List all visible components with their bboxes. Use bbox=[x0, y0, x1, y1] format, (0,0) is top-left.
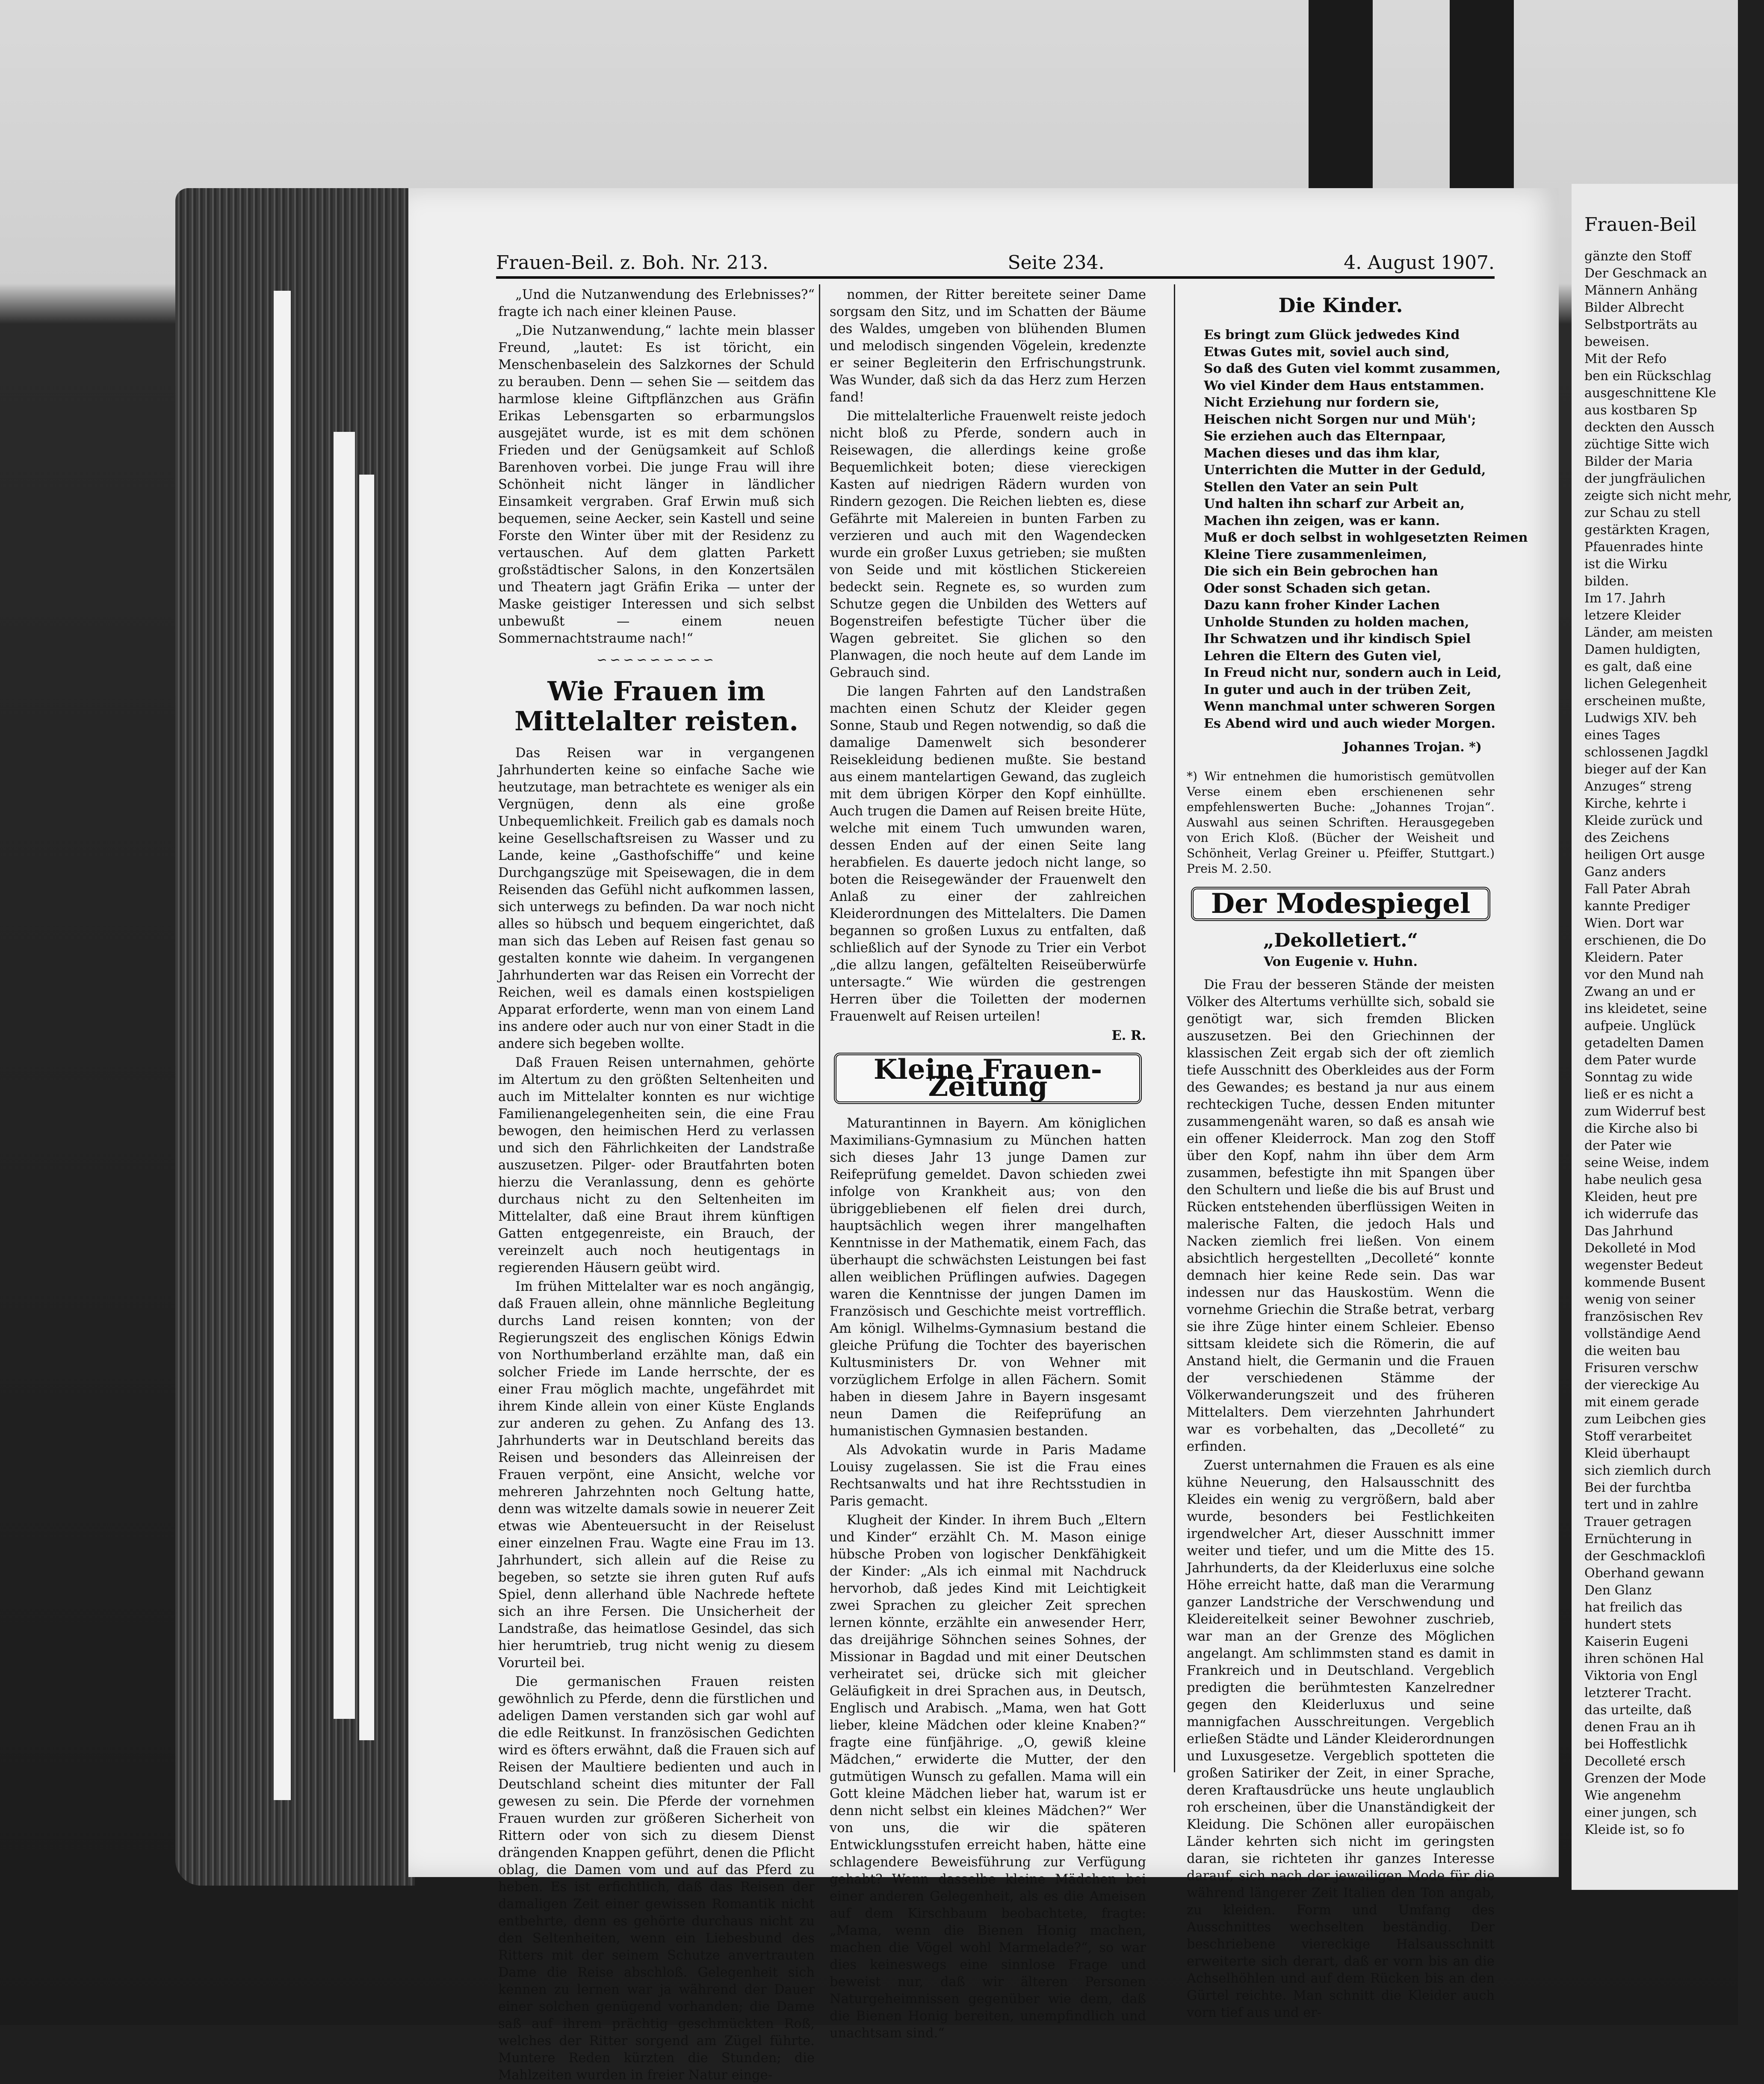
next-page-line: zeigte sich nicht mehr, bbox=[1584, 488, 1732, 503]
next-page-line: eines Tages bbox=[1584, 728, 1661, 743]
poem-line: Wo viel Kinder dem Haus entstammen. bbox=[1204, 378, 1485, 393]
next-page-line: Bilder der Maria bbox=[1584, 454, 1693, 469]
next-page-line: schlossenen Jagdkl bbox=[1584, 745, 1708, 760]
next-page-line: heiligen Ort ausge bbox=[1584, 847, 1705, 862]
next-page-line: Bei der furchtba bbox=[1584, 1480, 1691, 1495]
next-page-line: letzterer Tracht. bbox=[1584, 1686, 1692, 1700]
next-page-line: das urteilte, daß bbox=[1584, 1703, 1692, 1718]
page-header bbox=[496, 239, 1495, 279]
header-date: 4. August 1907. bbox=[1344, 252, 1495, 274]
next-page-line: Kleid überhaupt bbox=[1584, 1446, 1690, 1461]
poem-title: Die Kinder. bbox=[1278, 294, 1403, 317]
column-2 bbox=[830, 286, 1146, 2041]
news-item: Klugheit der Kinder. In ihrem Buch „Eltern und Kinder“ erzählt Ch. M. Mason einige hübsche Proben von logischer Denkfähigkeit der Kinder: „Als ich einmal mit Nachdruck hervorhob, daß jedes Kind mit Leichtigkeit zwei Sprachen zu gleicher Zeit sprechen lernen könnte, erzählte ein anwesender Herr, das dreijährige Söhnchen seines Sohnes, der Missionar in Bagdad und mit einer Deutschen verheiratet sei, drücke sich mit gleicher Geläufigkeit in drei Sprachen aus, in Deutsch, Englisch und Arabisch. „Mama, wen hat Gott lieber, kleine Mädchen oder kleine Knaben?“ fragte eine fünfjährige. „O, gewiß kleine Mädchen,“ erwiderte die Mutter, der den gutmütigen Wunsch zu gefallen. Mama will ein Gott kleine Mädchen lieber hat, warum ist er denn nicht selbst ein kleines Mädchen?“ Wer von uns, die wir die späteren Entwicklungsstufen erreicht haben, hätte eine schlagendere Beweisführung zur Verfügung gehabt? Wenn dasselbe kleine Mädchen bei einer anderen Gelegenheit, als es die Ameisen auf dem Kirschbaum beobachtete, fragte: „Mama, wenn die Bienen Honig machen, machen die Vögel wohl Marmelade?“, so war dies keineswegs eine sinnlose Frage und beweist nur, daß wir älteren Personen Naturgeheimnissen gegenüber wie dem, daß die Bienen Honig bereiten, unempfindlich und unachtsam sind.“ bbox=[830, 1513, 1146, 2041]
article-paragraph: Die langen Fahrten auf den Landstraßen machten einen Schutz der Kleider gegen Sonne, Staub und Regen notwendig, so daß die damalige Damenwelt sich besonderer Reisekleidung bedienen mußte. Sie bestand aus einem mantelartigen Gewand, das zugleich mit dem übrigen Körper den Kopf einhüllte. Auch trugen die Damen auf Reisen breite Hüte, welche mit einem Tuch umwunden waren, dessen Enden auf der einen Seite lang herabfielen. Es dauerte jedoch nicht lange, so boten die Reisegewänder der Frauenwelt den Anlaß zu einer der zahlreichen Kleiderordnungen des Mittelalters. Die Damen begannen so großen Luxus zu entfalten, daß schließlich auf der Synode zu Trier ein Verbot „die allzu langen, gefältelten Reiseüberwürfe untersagte.“ Wie würden die gestrengen Herren über die Toiletten der modernen Frauenwelt auf Reisen urteilen! bbox=[830, 684, 1146, 1024]
next-page-line: kannte Prediger bbox=[1584, 899, 1690, 914]
next-page-line: erschienen, die Do bbox=[1584, 933, 1706, 948]
next-page-partial bbox=[1572, 184, 1738, 1890]
news-item: Maturantinnen in Bayern. Am königlichen Maximilians-Gymnasium zu München hatten sich dieses Jahr 13 junge Damen zur Reifeprüfung gemeldet. Davon schieden zwei infolge von Krankheit aus; von den übriggebliebenen elf fielen drei durch, hauptsächlich wegen ihrer mangelhaften Kenntnisse in der Mathematik, einem Fach, das überhaupt die schwächsten Leistungen bei fast allen weiblichen Prüflingen aufwies. Dagegen waren die Kenntnisse der jungen Damen im Französisch und Geschichte meist vortrefflich. Am königl. Wilhelms-Gymnasium bestand die gleiche Prüfung die Tochter des bayerischen Kultusministers Dr. von Wehner mit vorzüglichem Erfolge in allen Fächern. Somit haben in diesem Jahre in Bayern insgesamt neun Damen die Reifeprüfung an humanistischen Gymnasien bestanden. bbox=[830, 1116, 1146, 1439]
next-page-line: zur Schau zu stell bbox=[1584, 505, 1701, 520]
next-page-line: letzere Kleider bbox=[1584, 608, 1681, 623]
next-page-line: Wien. Dort war bbox=[1584, 916, 1684, 931]
next-page-line: die weiten bau bbox=[1584, 1343, 1681, 1358]
next-page-line: lichen Gelegenheit bbox=[1584, 676, 1707, 691]
next-page-line: der viereckige Au bbox=[1584, 1378, 1700, 1393]
section-heading-modespiegel: Der Modespiegel bbox=[1191, 887, 1490, 921]
poem-line: Wenn manchmal unter schweren Sorgen bbox=[1204, 699, 1495, 714]
poem-line: Heischen nicht Sorgen nur und Müh'; bbox=[1204, 412, 1476, 427]
next-page-line: habe neulich gesa bbox=[1584, 1172, 1702, 1187]
next-page-line: zum Leibchen gies bbox=[1584, 1412, 1706, 1427]
poem-line: Oder sonst Schaden sich getan. bbox=[1204, 581, 1431, 596]
next-page-line: Männern Anhäng bbox=[1584, 283, 1698, 298]
column-rule bbox=[819, 284, 820, 1772]
next-page-line: Wie angenehm bbox=[1584, 1788, 1681, 1803]
next-page-line: der Pater wie bbox=[1584, 1138, 1672, 1153]
next-page-line: Bilder Albrecht bbox=[1584, 300, 1684, 315]
poem-line: Unterrichten die Mutter in der Geduld, bbox=[1204, 463, 1486, 478]
page-edge-strip bbox=[274, 291, 291, 1800]
next-page-line: Sonntag zu wide bbox=[1584, 1070, 1693, 1085]
next-page-line: beweisen. bbox=[1584, 334, 1649, 349]
poem-line: Stellen den Vater an sein Pult bbox=[1204, 479, 1418, 495]
next-page-line: Anzuges“ streng bbox=[1584, 779, 1692, 794]
next-page-line: Pfauenrades hinte bbox=[1584, 540, 1703, 555]
next-page-line: Grenzen der Mode bbox=[1584, 1771, 1706, 1786]
poem-line: Die sich ein Bein gebrochen han bbox=[1204, 564, 1438, 579]
article-paragraph: Die Frau der besseren Stände der meisten Völker des Altertums verhüllte sich, sobald sie genötigt war, sich fremden Blicken auszusetzen. Bei den Griechinnen der klassischen Zeit ergab sich der oft ziemlich tiefe Ausschnitt des Oberkleides aus der Form des Gewandes; es bestand ja nur aus einem rechteckigen Tuche, dessen Enden mitunter zusammengenäht waren, so daß es ansah wie ein offener Kleiderrock. Man zog den Stoff über den Kopf, nahm ihn über dem Arm zusammen, befestigte ihn mit Spangen über den Schultern und ließe die bis auf Brust und Rücken entstehenden überflüssigen Weiten in malerische Falten, die jedoch Hals und Nacken ziemlich frei ließen. Von einem absichtlich hergestellten „Decolleté“ konnte demnach hier keine Rede sein. Das war indessen nur das Hauskostüm. Wenn die vornehme Griechin die Straße betrat, verbarg sie ihre Züge hinter einem Schleier. Ebenso sittsam kleidete sich die Römerin, die auf Anstand hielt, die Germanin und die Frauen der verschiedenen Stämme der Völkerwanderungszeit und des früheren Mittelalters. Dem vierzehnten Jahrhundert war es vorbehalten, das „Decolleté“ zu erfinden. bbox=[1187, 977, 1495, 1454]
next-page-line: der jungfräulichen bbox=[1584, 471, 1706, 486]
story-paragraph: „Die Nutzanwendung,“ lachte mein blasser Freund, „lautet: Es ist töricht, ein Menschenbaselein des Salzkornes der Schuld zu berauben. Denn — sehen Sie — seitdem das harmlose kleine Giftpflänzchen aus Gräfin Erikas Lebensgarten so erbarmungslos ausgejätet wurde, ist es mit dem schönen Frieden und der Genügsamkeit auf Schloß Barenhoven vorbei. Die junge Frau will ihre Schönheit nicht länger in ländlicher Einsamkeit vergraben. Graf Erwin muß sich bequemen, seine Aecker, sein Kastell und seine Forste den Winter über mit der Residenz zu vertauschen. Auf dem glatten Parkett großstädtischer Salons, in den Konzertsälen und Theatern jagt Gräfin Erika — unter der Maske geistiger Interessen und sich selbst unbewußt — einem neuen Sommernachtstraume nach!“ bbox=[498, 323, 815, 646]
next-page-line: Viktoria von Engl bbox=[1584, 1668, 1698, 1683]
next-page-line: Trauer getragen bbox=[1584, 1514, 1692, 1529]
next-page-header: Frauen-Beil bbox=[1584, 214, 1696, 236]
next-page-line: dem Pater wurde bbox=[1584, 1053, 1696, 1068]
next-page-line: Ganz anders bbox=[1584, 865, 1666, 880]
poem-line: Dazu kann froher Kinder Lachen bbox=[1204, 598, 1440, 613]
poem-line: Kleine Tiere zusammenleimen, bbox=[1204, 547, 1427, 562]
poem-line: Machen ihn zeigen, was er kann. bbox=[1204, 513, 1440, 528]
next-page-line: züchtige Sitte wich bbox=[1584, 437, 1710, 452]
poem-line: Etwas Gutes mit, soviel auch sind, bbox=[1204, 344, 1450, 360]
next-page-line: ben ein Rückschlag bbox=[1584, 369, 1712, 384]
next-page-line: ins kleidetet, seine bbox=[1584, 1001, 1707, 1016]
next-page-line: Länder, am meisten bbox=[1584, 625, 1713, 640]
next-page-line: Den Glanz bbox=[1584, 1583, 1652, 1598]
next-page-line: wegenster Bedeut bbox=[1584, 1258, 1703, 1273]
next-page-line: aufpeie. Unglück bbox=[1584, 1018, 1696, 1033]
next-page-line: einer jungen, sch bbox=[1584, 1805, 1697, 1820]
poem-line: So daß des Guten viel kommt zusammen, bbox=[1204, 361, 1501, 376]
header-publication: Frauen-Beil. z. Boh. Nr. 213. bbox=[496, 252, 768, 274]
next-page-line: bei Hoffestlichk bbox=[1584, 1737, 1687, 1752]
next-page-line: vollständige Aend bbox=[1584, 1326, 1701, 1341]
book-spine-edge bbox=[175, 188, 415, 1886]
poem-body bbox=[1187, 327, 1528, 732]
header-page-number: Seite 234. bbox=[1008, 252, 1105, 274]
next-page-line: tert und in zahlre bbox=[1584, 1497, 1699, 1512]
next-page-line: Mit der Refo bbox=[1584, 351, 1667, 366]
poem-line: In guter und auch in der trüben Zeit, bbox=[1204, 682, 1471, 697]
next-page-line: Das Jahrhund bbox=[1584, 1224, 1673, 1239]
article-title: „Dekolletiert.“ bbox=[1263, 930, 1418, 951]
next-page-line: gestärkten Kragen, bbox=[1584, 522, 1710, 537]
article-paragraph: Daß Frauen Reisen unternahmen, gehörte im Altertum zu den größten Seltenheiten und auch im Mittelalter konnten es nur wichtige Familienangelegenheiten sein, die eine Frau bewogen, den heimischen Herd zu verlassen und sich den Fährlichkeiten der Landstraße auszusetzen. Pilger- oder Brautfahrten boten hierzu die Veranlassung, denn es gehörte durchaus nicht zu den Seltenheiten im Mittelalter, daß eine Braut ihrem künftigen Gatten entgegenreiste, ein Brauch, der vereinzelt auch noch heutigentags in regierenden Häusern geübt wird. bbox=[498, 1055, 815, 1275]
next-page-line: ich widerrufe das bbox=[1584, 1207, 1699, 1222]
article-paragraph: Im frühen Mittelalter war es noch angängig, daß Frauen allein, ohne männliche Begleitung durchs Land reisen konnten; von der Regierungszeit des englischen Königs Edwin von Northumberland erzählte man, daß ein solcher Friede im Lande herrschte, der es einer Frau möglich machte, ungefährdet mit ihrem Kinde allein von einer Küste Englands zur anderen zu gehen. Zu Anfang des 13. Jahrhunderts war in Deutschland bereits das Reisen und besonders das Alleinreisen der Frauen verpönt, eine Ansicht, welche vor mehreren Jahrzehnten noch Geltung hatte, denn was witzelte damals sowie in neuerer Zeit etwas wie Abenteuersucht in der Reiselust einer einzelnen Frau. Wagte eine Frau im 13. Jahrhundert, sich allein auf die Reise zu begeben, so setzte sie ihren guten Ruf aufs Spiel, denn allerhand üble Nachrede heftete sich an ihre Fersen. Die Unsicherheit der Landstraße, das heimatlose Gesindel, das sich hier herumtrieb, trug nicht wenig zu diesem Vorurteil bei. bbox=[498, 1279, 815, 1671]
article-paragraph: nommen, der Ritter bereitete seiner Dame sorgsam den Sitz, und im Schatten der Bäume des Waldes, umgeben von blühenden Blumen und melodisch singenden Vögelein, kredenzte er seiner Begleiterin den Erfrischungstrunk. Was Wunder, daß sich da das Herz zum Herzen fand! bbox=[830, 287, 1146, 405]
section-heading-kleine-frauen-zeitung: Kleine Frauen-Zeitung bbox=[834, 1053, 1142, 1104]
next-page-line: Dekolleté in Mod bbox=[1584, 1241, 1696, 1256]
next-page-line: seine Weise, indem bbox=[1584, 1155, 1709, 1170]
next-page-line: der Geschmacklofi bbox=[1584, 1549, 1706, 1564]
next-page-line: Der Geschmack an bbox=[1584, 266, 1707, 281]
footnote: *) Wir entnehmen die humoristisch gemütvollen Verse einem eben erschienenen sehr empfehlenswerten Buche: „Johannes Trojan“. Auswahl aus seinen Schriften. Herausgegeben von Erich Kloß. (Bücher der Weisheit und Schönheit, Verlag Greiner u. Pfeiffer, Stuttgart.) Preis M. 2.50. bbox=[1187, 769, 1495, 876]
article-paragraph: Das Reisen war in vergangenen Jahrhunderten keine so einfache Sache wie heutzutage, man betrachtete es weniger als ein Vergnügen, denn als eine große Unbequemlichkeit. Freilich gab es damals noch keine Gesellschaftsreisen zu Wasser und zu Lande, keine „Gasthofschiffe“ und keine Durchgangszüge mit Speisewagen, die in dem Reisenden das Gefühl nicht aufkommen lassen, sich unterwegs zu befinden. Da war noch nicht alles so hübsch und bequem eingerichtet, daß man sich das Leben auf Reisen fast genau so gestalten konnte wie daheim. In vergangenen Jahrhunderten war das Reisen ein Vorrecht der Reichen, weil es damals einen kostspieligen Apparat erforderte, wenn man von einem Land ins andere oder auch nur von einer Stadt in die andere sich begeben wollte. bbox=[498, 746, 815, 1051]
next-page-line: es galt, daß eine bbox=[1584, 659, 1692, 674]
next-page-line: wenig von seiner bbox=[1584, 1292, 1696, 1307]
next-page-column bbox=[1584, 248, 1764, 1839]
article-paragraph: Die mittelalterliche Frauenwelt reiste jedoch nicht bloß zu Pferde, sondern auch in Reisewagen, die allerdings keine große Bequemlichkeit boten; diese viereckigen Kasten auf niedrigen Rädern wurden von Rindern gezogen. Die Reichen liebten es, diese Gefährte mit Malereien in bunten Farben zu verzieren und auch mit den Wagendecken wurde ein großer Luxus getrieben; sie mußten von Seide und mit köstlichen Stickereien bedeckt sein. Regnete es, so wurden zum Schutze gegen die Unbilden des Wetters auf Bogenstreifen befestigte Tücher über die Wagen gebreitet. Sie glichen so den Planwagen, die noch heute auf dem Lande im Gebrauch sind. bbox=[830, 409, 1146, 680]
poem-line: Machen dieses und das ihm klar, bbox=[1204, 446, 1440, 461]
poem-line: Lehren die Eltern des Guten viel, bbox=[1204, 648, 1442, 664]
next-page-line: hat freilich das bbox=[1584, 1600, 1682, 1615]
page-edge-strip bbox=[334, 432, 355, 1719]
page-edge-strip bbox=[359, 475, 374, 1740]
next-page-line: aus kostbaren Sp bbox=[1584, 403, 1697, 418]
next-page-line: Stoff verarbeitet bbox=[1584, 1429, 1692, 1444]
next-page-line: Im 17. Jahrh bbox=[1584, 591, 1666, 606]
column-3 bbox=[1187, 286, 1528, 2020]
next-page-line: bieger auf der Kan bbox=[1584, 762, 1707, 777]
news-item: Als Advokatin wurde in Paris Madame Louisy zugelassen. Sie ist die Frau eines Rechtsanwalts und hat ihre Rechtsstudien in Paris gemacht. bbox=[830, 1443, 1146, 1509]
poem-line: Sie erziehen auch das Elternpaar, bbox=[1204, 429, 1446, 444]
poem-author: Johannes Trojan. *) bbox=[1343, 740, 1482, 755]
next-page-line: Ludwigs XIV. beh bbox=[1584, 711, 1697, 726]
next-page-line: Kleidern. Pater bbox=[1584, 950, 1683, 965]
next-page-line: französischen Rev bbox=[1584, 1309, 1703, 1324]
poem-line: In Freud nicht nur, sondern auch in Leid, bbox=[1204, 665, 1502, 680]
next-page-line: ist die Wirku bbox=[1584, 557, 1668, 572]
article-headline: Wie Frauen im Mittelalter reisten. bbox=[514, 676, 798, 737]
next-page-line: Selbstporträts au bbox=[1584, 317, 1698, 332]
poem-line: Nicht Erziehung nur fordern sie, bbox=[1204, 395, 1439, 410]
next-page-line: Kaiserin Eugeni bbox=[1584, 1634, 1688, 1649]
separator-ornament: ∽∽∽∽∽∽∽∽∽ bbox=[596, 652, 717, 667]
next-page-line: Kleide ist, so fo bbox=[1584, 1822, 1685, 1837]
next-page-line: Damen huldigten, bbox=[1584, 642, 1701, 657]
next-page-line: denen Frau an ih bbox=[1584, 1720, 1696, 1735]
next-page-line: kommende Busent bbox=[1584, 1275, 1705, 1290]
next-page-line: mit einem gerade bbox=[1584, 1395, 1699, 1410]
next-page-line: Kleide zurück und bbox=[1584, 813, 1703, 828]
poem-line: Es Abend wird und auch wieder Morgen. bbox=[1204, 716, 1496, 731]
next-page-line: sich ziemlich durch bbox=[1584, 1463, 1711, 1478]
next-page-line: Fall Pater Abrah bbox=[1584, 882, 1691, 897]
next-page-line: Frisuren verschw bbox=[1584, 1361, 1699, 1376]
article-signature: E. R. bbox=[1111, 1028, 1146, 1043]
next-page-line: Kirche, kehrte i bbox=[1584, 796, 1686, 811]
next-page-line: zum Widerruf best bbox=[1584, 1104, 1706, 1119]
next-page-line: die Kirche also bi bbox=[1584, 1121, 1698, 1136]
next-page-line: erscheinen mußte, bbox=[1584, 694, 1706, 708]
next-page-line: ließ er es nicht a bbox=[1584, 1087, 1694, 1102]
next-page-line: Decolleté ersch bbox=[1584, 1754, 1686, 1769]
poem-line: Unholde Stunden zu holden machen, bbox=[1204, 614, 1469, 630]
next-page-line: deckten den Aussch bbox=[1584, 420, 1715, 435]
next-page-line: bilden. bbox=[1584, 574, 1629, 589]
poem-line: Und halten ihn scharf zur Arbeit an, bbox=[1204, 496, 1465, 511]
next-page-line: ausgeschnittene Kle bbox=[1584, 386, 1717, 401]
article-paragraph: Zuerst unternahmen die Frauen es als eine kühne Neuerung, den Halsausschnitt des Kleides ein wenig zu vergrößern, bald aber wurde, besonders bei Festlichkeiten irgendwelcher Art, dieser Ausschnitt immer weiter und tiefer, und um die Mitte des 15. Jahrhunderts, da der Kleiderluxus eine solche Höhe erreicht hatte, daß man die Verarmung ganzer Landstriche der Verschwendung und Kleidereitelkeit seiner Bewohner zuschrieb, war man an der Grenze des Möglichen angelangt. Am schlimmsten stand es damit in Frankreich und in Deutschland. Vergeblich predigten die berühmtesten Kanzelredner gegen den Kleiderluxus und seine mannigfachen Ausschreitungen. Vergeblich erließen Städte und Länder Kleiderordnungen und Luxusgesetze. Vergeblich spotteten die großen Satiriker der Zeit, in einer Sprache, deren Kraftausdrücke uns heute unglaublich roh erscheinen, über die Unanständigkeit der Kleidung. Die Schönen aller europäischen Länder kehrten sich nicht im geringsten daran, sie richteten ihr ganzes Interesse darauf, sich nach der jeweiligen Mode für die während längerer Zeit Italien den Ton angab, zu kleiden. Form und Umfang des Ausschnittes wechselten beständig. Der beschriebene viereckige Halsausschnitt erweiterte sich derart, daß er vorn bis an die Achselhöhlen und auf dem Rücken bis an den Gürtel reichte. Man schnitt die Kleider auch vorn tief aus und er- bbox=[1187, 1458, 1495, 2020]
article-byline: Von Eugenie v. Huhn. bbox=[1264, 954, 1418, 969]
poem-line: Ihr Schwatzen und ihr kindisch Spiel bbox=[1204, 632, 1471, 646]
story-paragraph: „Und die Nutzanwendung des Erlebnisses?“ fragte ich nach einer kleinen Pause. bbox=[498, 287, 815, 319]
poem-line: Es bringt zum Glück jedwedes Kind bbox=[1204, 328, 1460, 342]
newspaper-page bbox=[408, 188, 1559, 2083]
next-page-line: Zwang an und er bbox=[1584, 984, 1695, 999]
next-page-line: ihren schönen Hal bbox=[1584, 1651, 1704, 1666]
column-1 bbox=[498, 286, 815, 2083]
next-page-line: getadelten Damen bbox=[1584, 1036, 1704, 1051]
next-page-line: des Zeichens bbox=[1584, 830, 1669, 845]
poem-line: Muß er doch selbst in wohlgesetzten Reimen bbox=[1204, 530, 1528, 545]
column-rule bbox=[1174, 284, 1175, 1772]
next-page-line: Kleiden, heut pre bbox=[1584, 1190, 1697, 1204]
next-page-line: gänzte den Stoff bbox=[1584, 249, 1691, 264]
article-paragraph: Die germanischen Frauen reisten gewöhnlich zu Pferde, denn die fürstlichen und adeligen Damen verstanden sich gar wohl auf die edle Reitkunst. In französischen Gedichten wird es öfters erwähnt, daß die Frauen sich auf Reisen der Maultiere bedienten und auch in Deutschland scheint dies mitunter der Fall gewesen zu sein. Die Pferde der vornehmen Frauen wurden zur größeren Sicherheit von Rittern oder von sich zu diesem Dienst drängenden Knappen geführt, denen die Pflicht oblag, die Damen vom und auf das Pferd zu heben. Es ist erfichtlich, daß das Reisen der damaligen Zeit einer gewissen Romantik nicht entbehrte, denn es gehörte durchaus nicht zu den Seltenheiten, wenn ein Liebesbund des Ritters mit der seinem Schutze anvertrauten Dame die Reise abschloß. Gelegenheit sich kennen zu lernen war ja während der Dauer einer solchen genügend vorhanden; die Dame saß auf ihrem prächtig geschmückten Roß, welches der Ritter sorgend am Zügel führte. Muntere Reden kürzten die Stunden; die Mahlzeiten wurden in freier Natur einge- bbox=[498, 1674, 815, 2083]
next-page-line: Oberhand gewann bbox=[1584, 1566, 1705, 1581]
next-page-line: hundert stets bbox=[1584, 1617, 1672, 1632]
next-page-line: Ernüchterung in bbox=[1584, 1532, 1692, 1547]
next-page-line: vor den Mund nah bbox=[1584, 967, 1704, 982]
